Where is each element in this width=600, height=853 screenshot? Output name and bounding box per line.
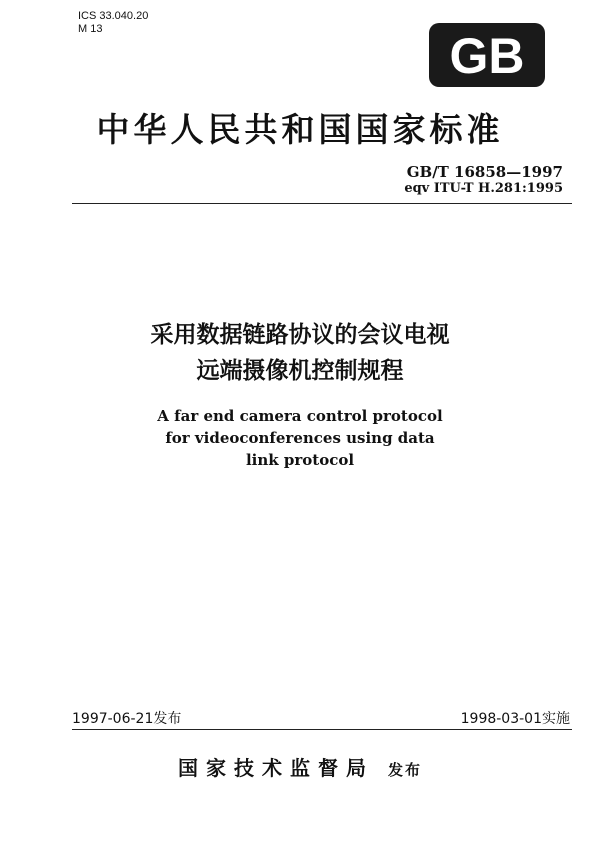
title-en-line1: A far end camera control protocol <box>157 407 443 425</box>
title-cn-line2: 远端摄像机控制规程 <box>196 358 404 384</box>
publisher <box>0 752 600 781</box>
bottom-divider <box>72 729 572 730</box>
title-cn-line1: 采用数据链路协议的会议电视 <box>150 322 450 348</box>
title-en-line2: for videoconferences using data <box>165 429 435 447</box>
standard-number: GB/T 16858—1997 <box>406 163 563 181</box>
gb-logo <box>428 22 546 88</box>
top-divider <box>72 203 572 204</box>
publish-date: 1997-06-21发布 <box>72 711 182 727</box>
ics-code: ICS 33.040.20 <box>78 10 149 22</box>
title-en <box>0 405 600 471</box>
classification-codes <box>78 10 148 36</box>
standard-equivalent: eqv ITU-T H.281:1995 <box>404 181 563 196</box>
class-code: M 13 <box>78 23 103 35</box>
publisher-action: 发布 <box>387 761 422 779</box>
gb-logo-text: GB <box>449 28 525 84</box>
implement-date: 1998-03-01实施 <box>460 711 570 727</box>
org-title: 中华人民共和国国家标准 <box>96 110 504 149</box>
publisher-name: 国家技术监督局 <box>177 756 374 780</box>
title-en-line3: link protocol <box>245 451 355 469</box>
